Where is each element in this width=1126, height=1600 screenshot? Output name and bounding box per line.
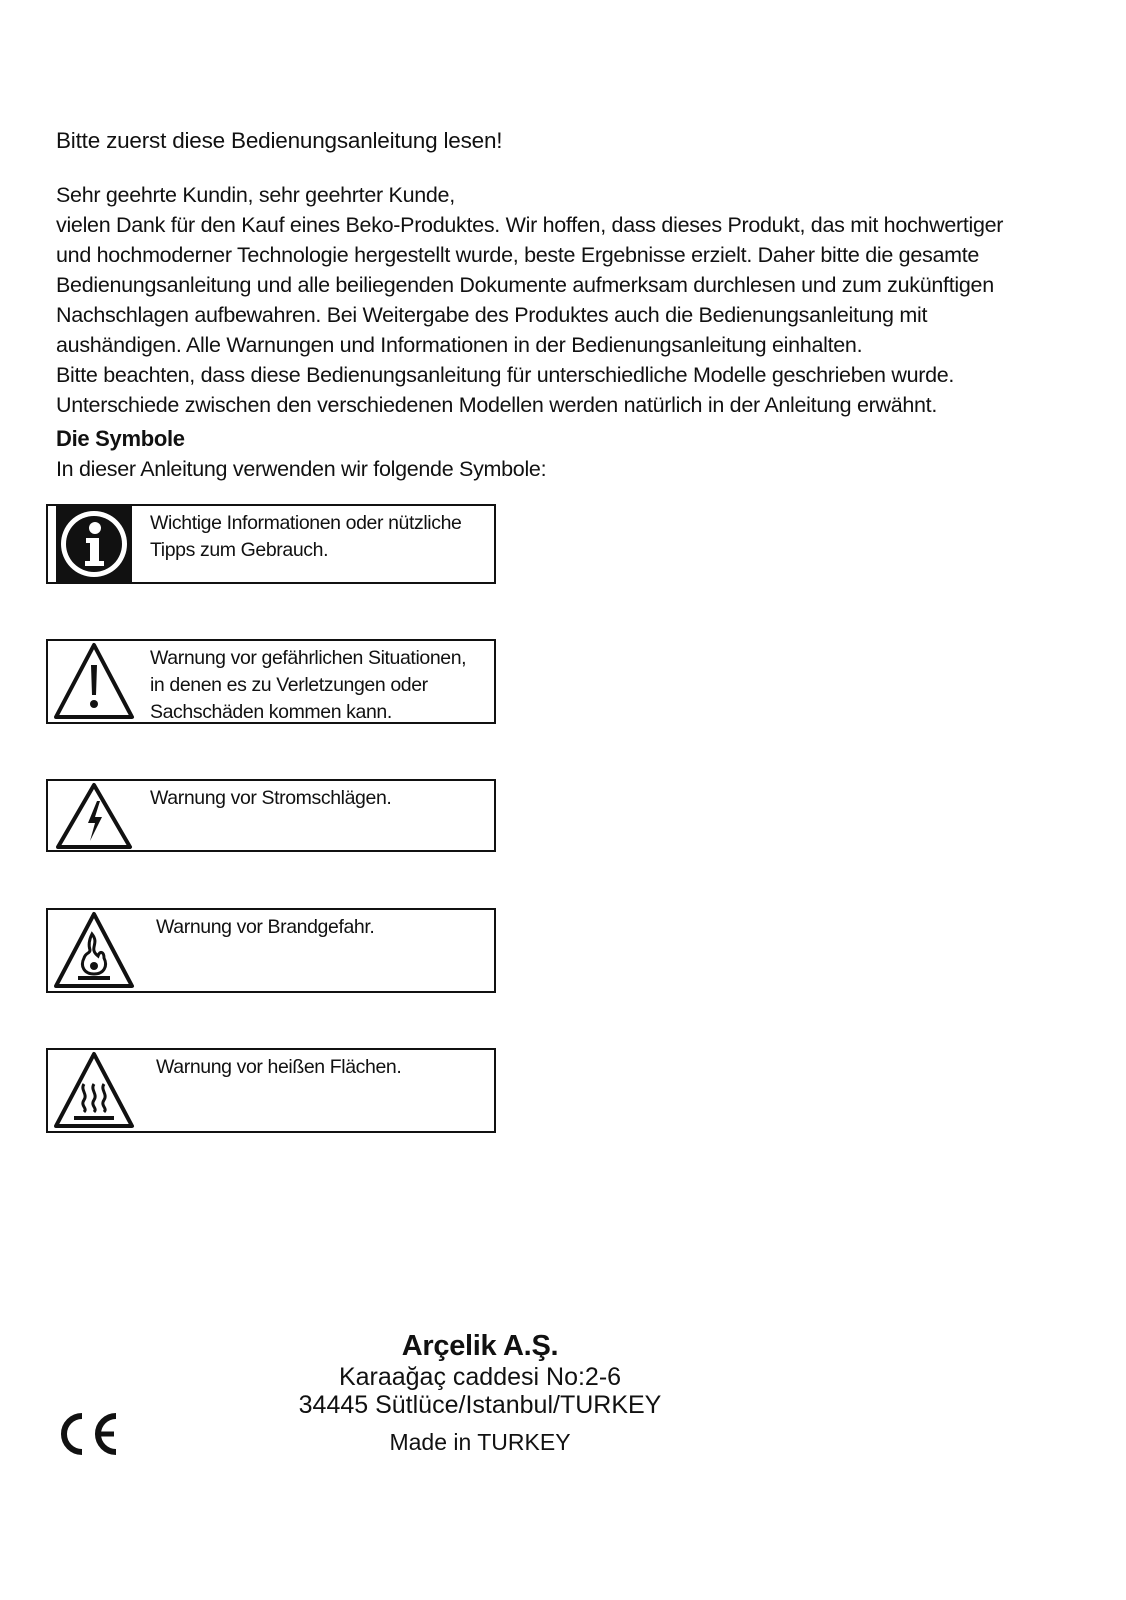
company-name: Arçelik A.Ş. (401, 1330, 559, 1362)
intro-line: Bedienungsanleitung und alle beiliegenden Dokumente aufmerksam durchlesen und zum zukünftigen (56, 273, 994, 297)
intro-text (56, 180, 1076, 420)
address-line: 34445 Sütlüce/Istanbul/TURKEY (298, 1391, 662, 1419)
symbol-box-warning (46, 639, 496, 724)
hot-surface-icon (48, 1050, 138, 1131)
symbol-box-hot-surface (46, 1048, 496, 1133)
symbol-text: Warnung vor Stromschlägen. (150, 787, 392, 809)
symbol-text: Warnung vor gefährlichen Situationen, in denen es zu Verletzungen oder Sachschäden kommen kann. (150, 647, 467, 723)
fire-hazard-icon (48, 910, 138, 991)
intro-line: Nachschlagen aufbewahren. Bei Weitergabe des Produktes auch die Bedienungsanleitung mit (56, 303, 928, 327)
warning-exclamation-icon (48, 641, 138, 722)
intro-line: Bitte beachten, dass diese Bedienungsanleitung für unterschiedliche Modelle geschrieben wurde. (56, 363, 955, 387)
symbol-text: Warnung vor Brandgefahr. (156, 916, 375, 938)
intro-line: und hochmoderner Technologie hergestellt wurde, beste Ergebnisse erzielt. Daher bitte die gesamte (56, 243, 980, 267)
info-icon (48, 506, 138, 582)
intro-line: vielen Dank für den Kauf eines Beko-Produktes. Wir hoffen, dass dieses Produkt, das mit hochwertiger (56, 213, 1004, 237)
symbol-text: Warnung vor heißen Flächen. (156, 1056, 402, 1078)
made-in-label: Made in TURKEY (389, 1429, 571, 1455)
symbol-box-electric (46, 779, 496, 852)
intro-line: aushändigen. Alle Warnungen und Informationen in der Bedienungsanleitung einhalten. (56, 333, 863, 357)
symbol-box-info (46, 504, 496, 584)
symbols-intro: In dieser Anleitung verwenden wir folgende Symbole: (56, 457, 547, 481)
electric-shock-icon (48, 781, 138, 850)
symbol-box-fire (46, 908, 496, 993)
page-heading: Bitte zuerst diese Bedienungsanleitung lesen! (56, 128, 503, 153)
address-line: Karaağaç caddesi No:2-6 (338, 1363, 622, 1391)
intro-line: Unterschiede zwischen den verschiedenen Modellen werden natürlich in der Anleitung erwähnt. (56, 393, 938, 417)
symbols-heading: Die Symbole (56, 426, 185, 451)
symbol-text: Wichtige Informationen oder nützliche Tipps zum Gebrauch. (150, 512, 462, 561)
intro-line: Sehr geehrte Kundin, sehr geehrter Kunde, (56, 183, 455, 207)
ce-mark-icon (52, 1410, 122, 1458)
